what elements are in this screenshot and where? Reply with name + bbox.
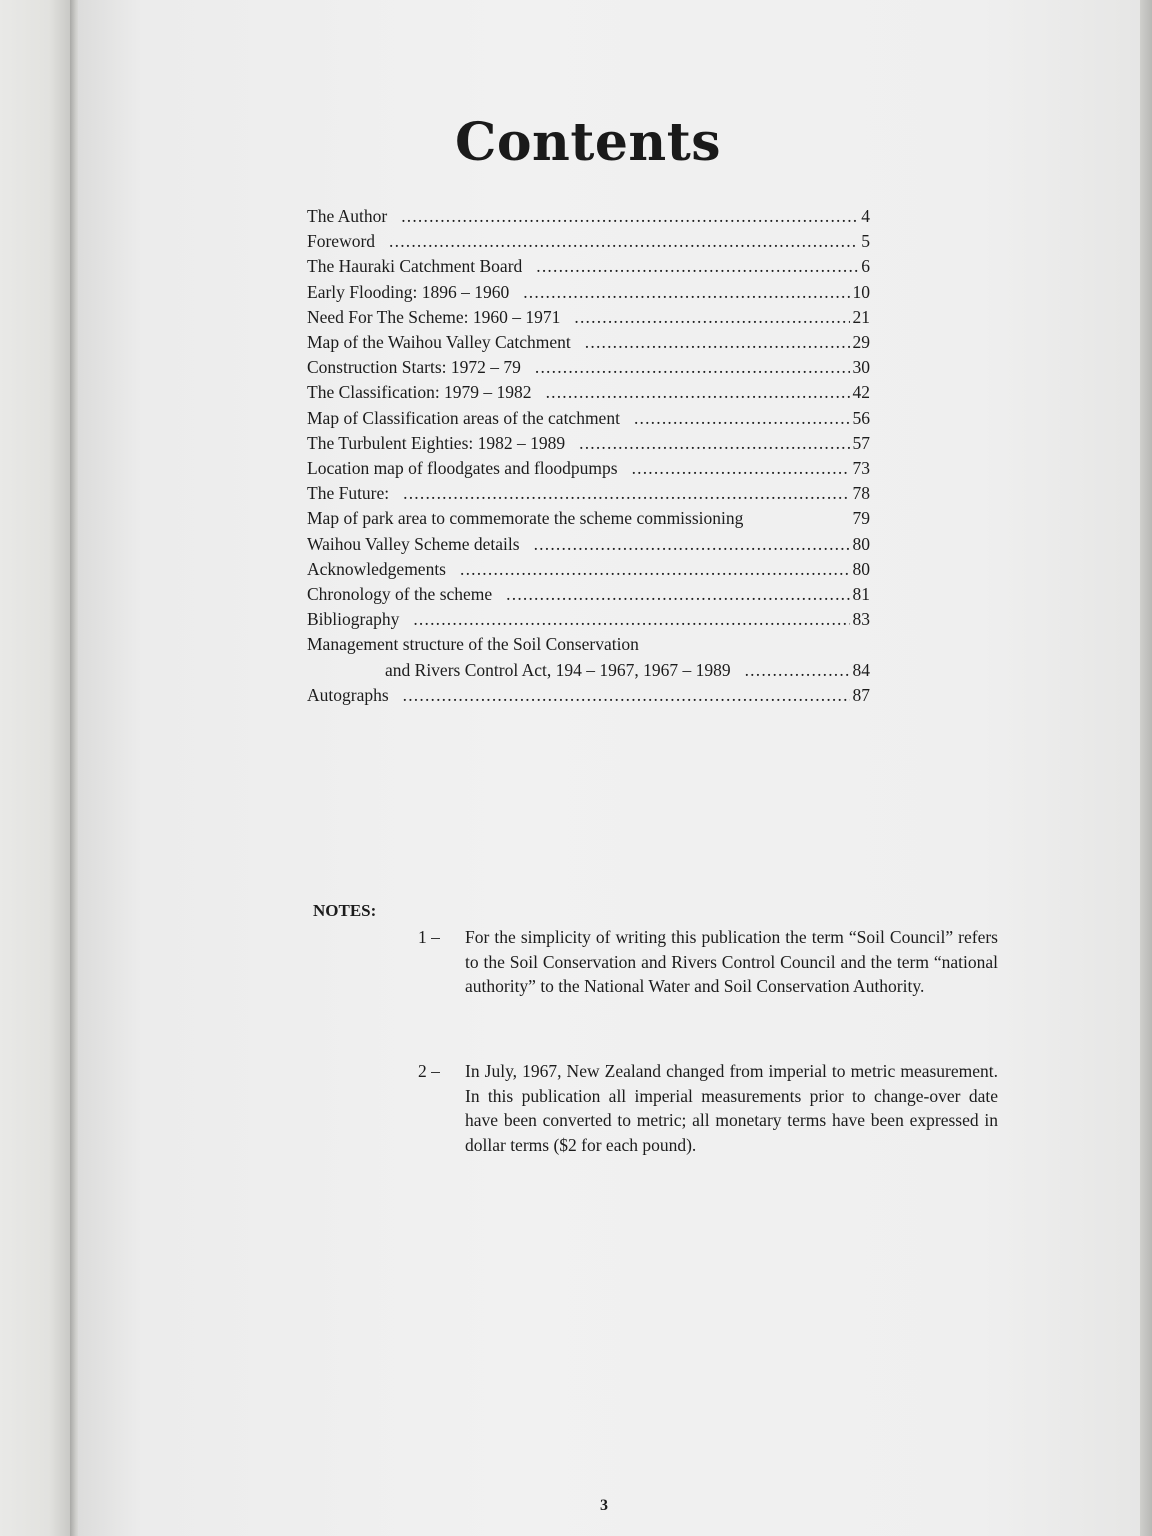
toc-entry (307, 557, 870, 582)
toc-entry (307, 330, 870, 355)
toc-entry-title: Foreword (307, 231, 376, 252)
toc-dot-leader (534, 532, 850, 557)
toc-entry-title: Map of Classification areas of the catchment (307, 407, 620, 428)
toc-entry (307, 607, 870, 632)
toc-dot-leader (401, 204, 858, 229)
toc-entry-title: The Classification: 1979 – 1982 (307, 382, 532, 403)
toc-dot-leader (413, 607, 849, 632)
toc-entry-page: 4 (861, 206, 870, 226)
toc-entry-page: 21 (852, 306, 870, 327)
toc-entry (307, 431, 870, 456)
toc-entry-page: 84 (852, 659, 870, 680)
toc-dot-leader (634, 406, 850, 431)
toc-entry-title: Acknowledgements (307, 558, 446, 579)
toc-dot-leader (403, 683, 850, 708)
toc-entry-title: The Hauraki Catchment Board (307, 256, 523, 277)
toc-entry (307, 355, 870, 380)
toc-entry-page: 42 (852, 382, 870, 403)
toc-entry-page: 73 (852, 458, 870, 479)
toc-entry-page: 5 (861, 231, 870, 252)
notes-heading: NOTES: (313, 901, 377, 920)
toc-dot-leader (523, 280, 849, 305)
toc-entry (307, 280, 870, 305)
note-number: 2 – (418, 1061, 440, 1081)
toc-entry-page: 79 (852, 508, 870, 529)
toc-entry-page: 30 (852, 357, 870, 378)
toc-dot-leader (506, 582, 849, 607)
toc-entry (307, 305, 870, 330)
facing-page-edge (0, 0, 70, 1536)
toc-entry (307, 582, 870, 607)
page-title: Contents (454, 112, 722, 173)
toc-entry-title: Bibliography (307, 609, 400, 630)
toc-dot-leader (403, 481, 849, 506)
toc-entry (307, 481, 870, 506)
toc-entry (307, 229, 870, 254)
toc-entry-title: Management structure of the Soil Conservation (307, 634, 639, 655)
toc-dot-leader (632, 456, 850, 481)
toc-entry-title: Need For The Scheme: 1960 – 1971 (307, 306, 561, 327)
toc-entry-title: Map of park area to commemorate the scheme commissioning (307, 508, 744, 529)
toc-entry-page: 10 (852, 281, 870, 302)
toc-entry-page: 78 (852, 483, 870, 504)
toc-dot-leader (536, 254, 858, 279)
note-text: For the simplicity of writing this publication the term “Soil Council” refers to the Soil Conservation and Rivers Control Council and the term “national authority” to the National Water and Soil Conservation Authority. (465, 927, 998, 997)
toc-entry-title: Map of the Waihou Valley Catchment (307, 332, 571, 353)
toc-entry-page: 80 (852, 558, 870, 579)
toc-entry-title-line2: and Rivers Control Act, 194 – 1967, 1967 – 1989 (385, 659, 731, 680)
toc-entry (307, 254, 870, 279)
toc-entry (307, 683, 870, 708)
toc-dot-leader (574, 305, 849, 330)
toc-dot-leader (585, 330, 850, 355)
toc-entry-title: Chronology of the scheme (307, 584, 493, 605)
toc-entry-page: 6 (861, 256, 870, 277)
toc-entry-page: 83 (852, 609, 870, 630)
toc-entry-page: 57 (852, 432, 870, 453)
toc-entry-title: Early Flooding: 1896 – 1960 (307, 281, 510, 302)
toc-entry-page: 81 (852, 584, 870, 605)
toc-dot-leader (535, 355, 850, 380)
toc-entry (307, 506, 870, 531)
toc-entry-page: 56 (852, 407, 870, 428)
toc-entry (307, 406, 870, 431)
toc-entry (307, 632, 870, 657)
toc-entry (307, 456, 870, 481)
toc-entry-title: Waihou Valley Scheme details (307, 533, 520, 554)
note-item (418, 925, 998, 999)
note-text: In July, 1967, New Zealand changed from imperial to metric measurement. In this publication all imperial measurements prior to change-over date have been converted to metric; all monetary terms have been expressed in dollar terms ($2 for each pound). (465, 1061, 998, 1155)
page-edge-right (1140, 0, 1152, 1536)
toc-entry-page: 87 (852, 684, 870, 705)
toc-entry-title: The Turbulent Eighties: 1982 – 1989 (307, 432, 566, 453)
toc-entry-title: Location map of floodgates and floodpumps (307, 458, 618, 479)
toc-entry-page: 80 (852, 533, 870, 554)
toc-entry-page: 29 (852, 332, 870, 353)
toc-entry (307, 204, 870, 229)
toc-entry-title: The Author (307, 206, 388, 226)
toc-dot-leader (745, 658, 850, 683)
toc-dot-leader (389, 229, 858, 254)
toc-entry (307, 380, 870, 405)
note-item (418, 1059, 998, 1157)
toc-entry-title: The Future: (307, 483, 390, 504)
toc-entry-continuation (307, 658, 870, 683)
toc-dot-leader (546, 380, 850, 405)
table-of-contents (307, 204, 870, 708)
note-number: 1 – (418, 927, 440, 947)
toc-entry-title: Construction Starts: 1972 – 79 (307, 357, 521, 378)
toc-dot-leader (460, 557, 850, 582)
page-number: 3 (600, 1497, 608, 1514)
toc-dot-leader (579, 431, 849, 456)
toc-entry-title: Autographs (307, 684, 389, 705)
toc-entry (307, 532, 870, 557)
